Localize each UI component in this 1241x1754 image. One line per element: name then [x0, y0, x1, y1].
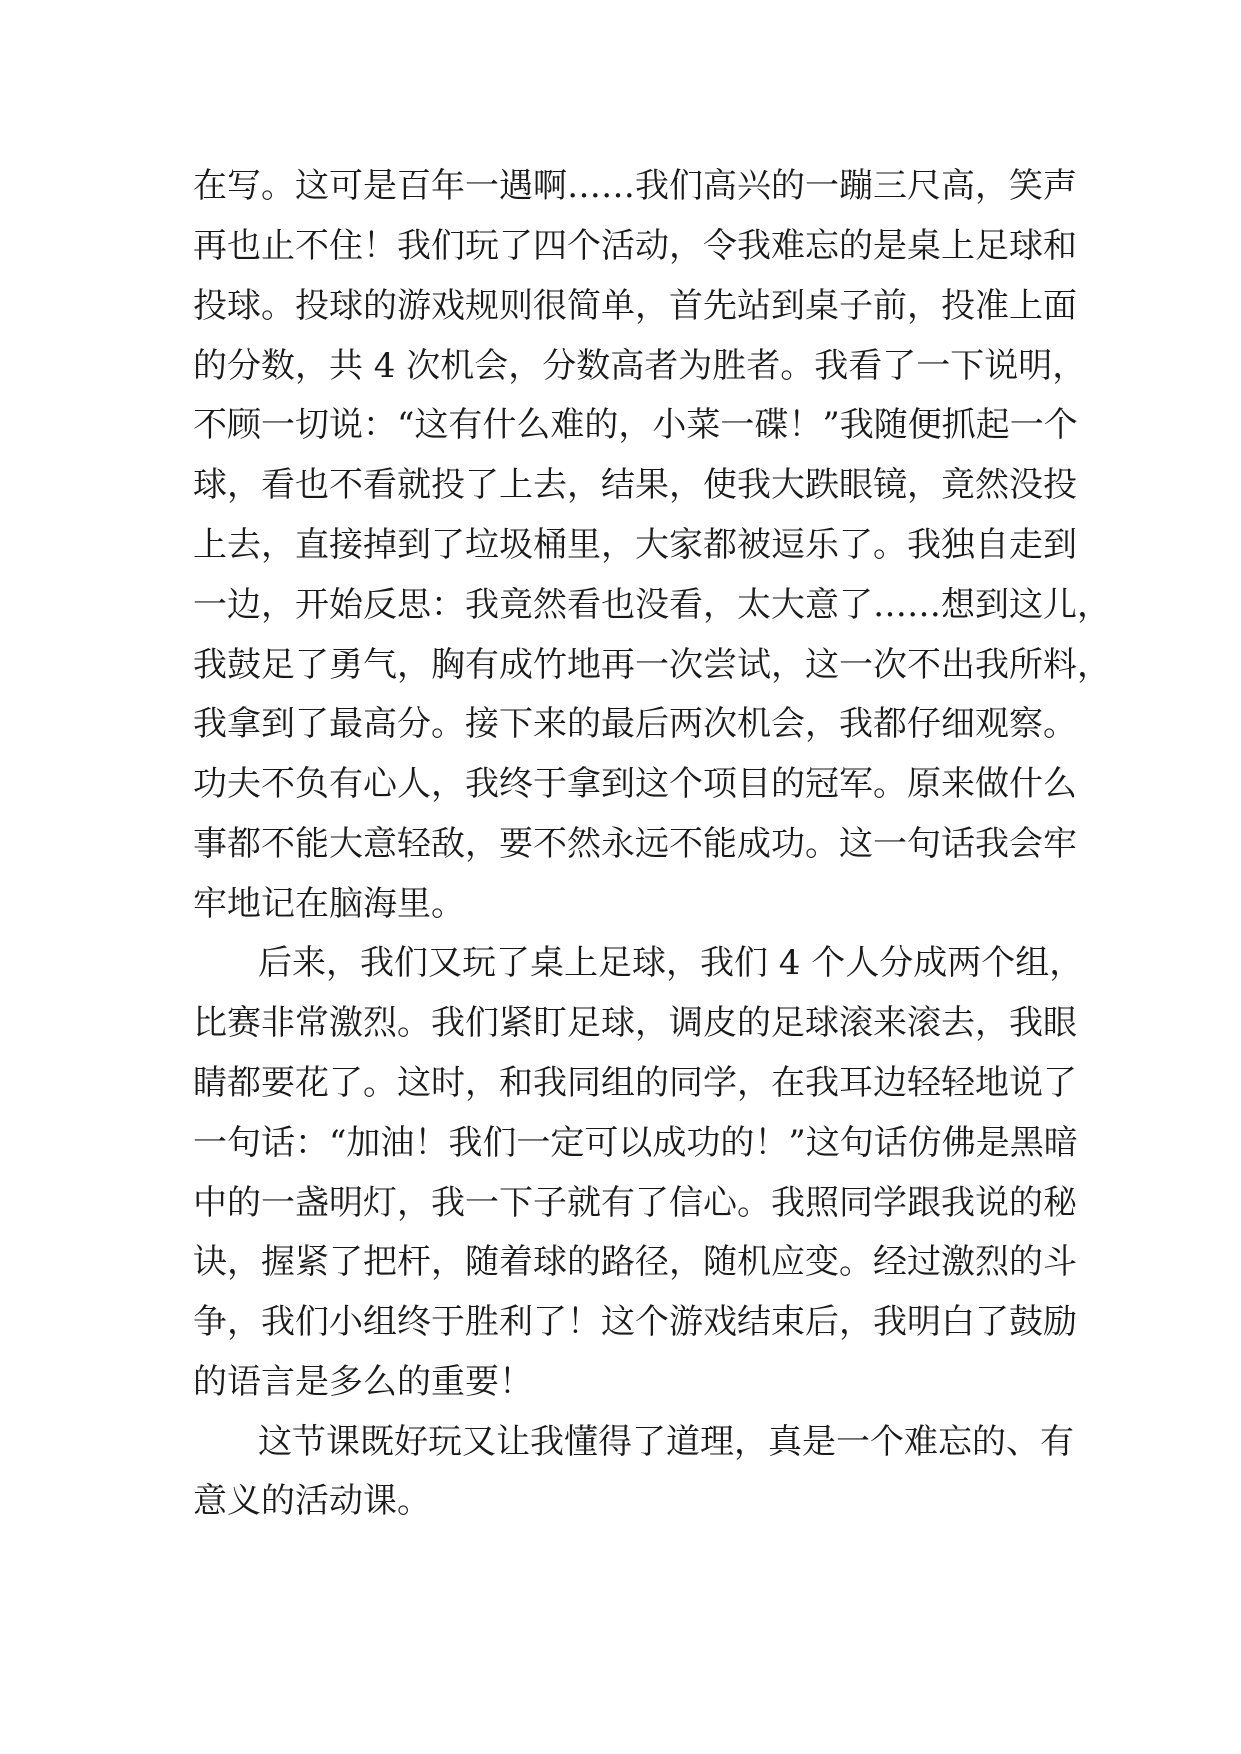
- text-line: 功夫不负有心人，我终于拿到这个项目的冠军。原来做什么: [193, 764, 1077, 804]
- text-line: 不顾一切说：“这有什么难的，小菜一碟！”我随便抓起一个: [193, 405, 1078, 445]
- text-line: 我拿到了最高分。接下来的最后两次机会，我都仔细观察。: [193, 704, 1077, 744]
- text-line: 的分数，共 4 次机会，分数高者为胜者。我看了一下说明，: [193, 346, 1087, 386]
- text-line: 我鼓足了勇气，胸有成竹地再一次尝试，这一次不出我所料，: [193, 645, 1111, 685]
- text-line: 在写。这可是百年一遇啊……我们高兴的一蹦三尺高，笑声: [193, 166, 1077, 206]
- text-line: 牢地记在脑海里。: [193, 884, 465, 924]
- text-line: 比赛非常激烈。我们紧盯足球，调皮的足球滚来滚去，我眼: [193, 1003, 1077, 1043]
- text-line: 的语言是多么的重要！: [193, 1362, 533, 1402]
- text-line: 争，我们小组终于胜利了！这个游戏结束后，我明白了鼓励: [193, 1302, 1077, 1342]
- text-line: 一句话：“加油！我们一定可以成功的！”这句话仿佛是黑暗: [193, 1123, 1078, 1163]
- text-line: 中的一盏明灯，我一下子就有了信心。我照同学跟我说的秘: [193, 1183, 1077, 1223]
- text-line: 诀，握紧了把杆，随着球的路径，随机应变。经过激烈的斗: [193, 1242, 1077, 1282]
- text-line: 意义的活动课。: [193, 1481, 431, 1521]
- text-line: 一边，开始反思：我竟然看也没看，太大意了……想到这儿，: [193, 585, 1111, 625]
- text-line: 事都不能大意轻敌，要不然永远不能成功。这一句话我会牢: [193, 824, 1077, 864]
- text-line: 上去，直接掉到了垃圾桶里，大家都被逗乐了。我独自走到: [193, 525, 1077, 565]
- paragraph-first-line: 这节课既好玩又让我懂得了道理，真是一个难忘的、有: [258, 1422, 1074, 1462]
- paragraph-first-line: 后来，我们又玩了桌上足球，我们 4 个人分成两个组，: [258, 943, 1084, 983]
- text-line: 再也止不住！我们玩了四个活动，令我难忘的是桌上足球和: [193, 226, 1077, 266]
- text-line: 睛都要花了。这时，和我同组的同学，在我耳边轻轻地说了: [193, 1063, 1077, 1103]
- text-line: 投球。投球的游戏规则很简单，首先站到桌子前，投准上面: [193, 286, 1077, 326]
- text-line: 球，看也不看就投了上去，结果，使我大跌眼镜，竟然没投: [193, 465, 1077, 505]
